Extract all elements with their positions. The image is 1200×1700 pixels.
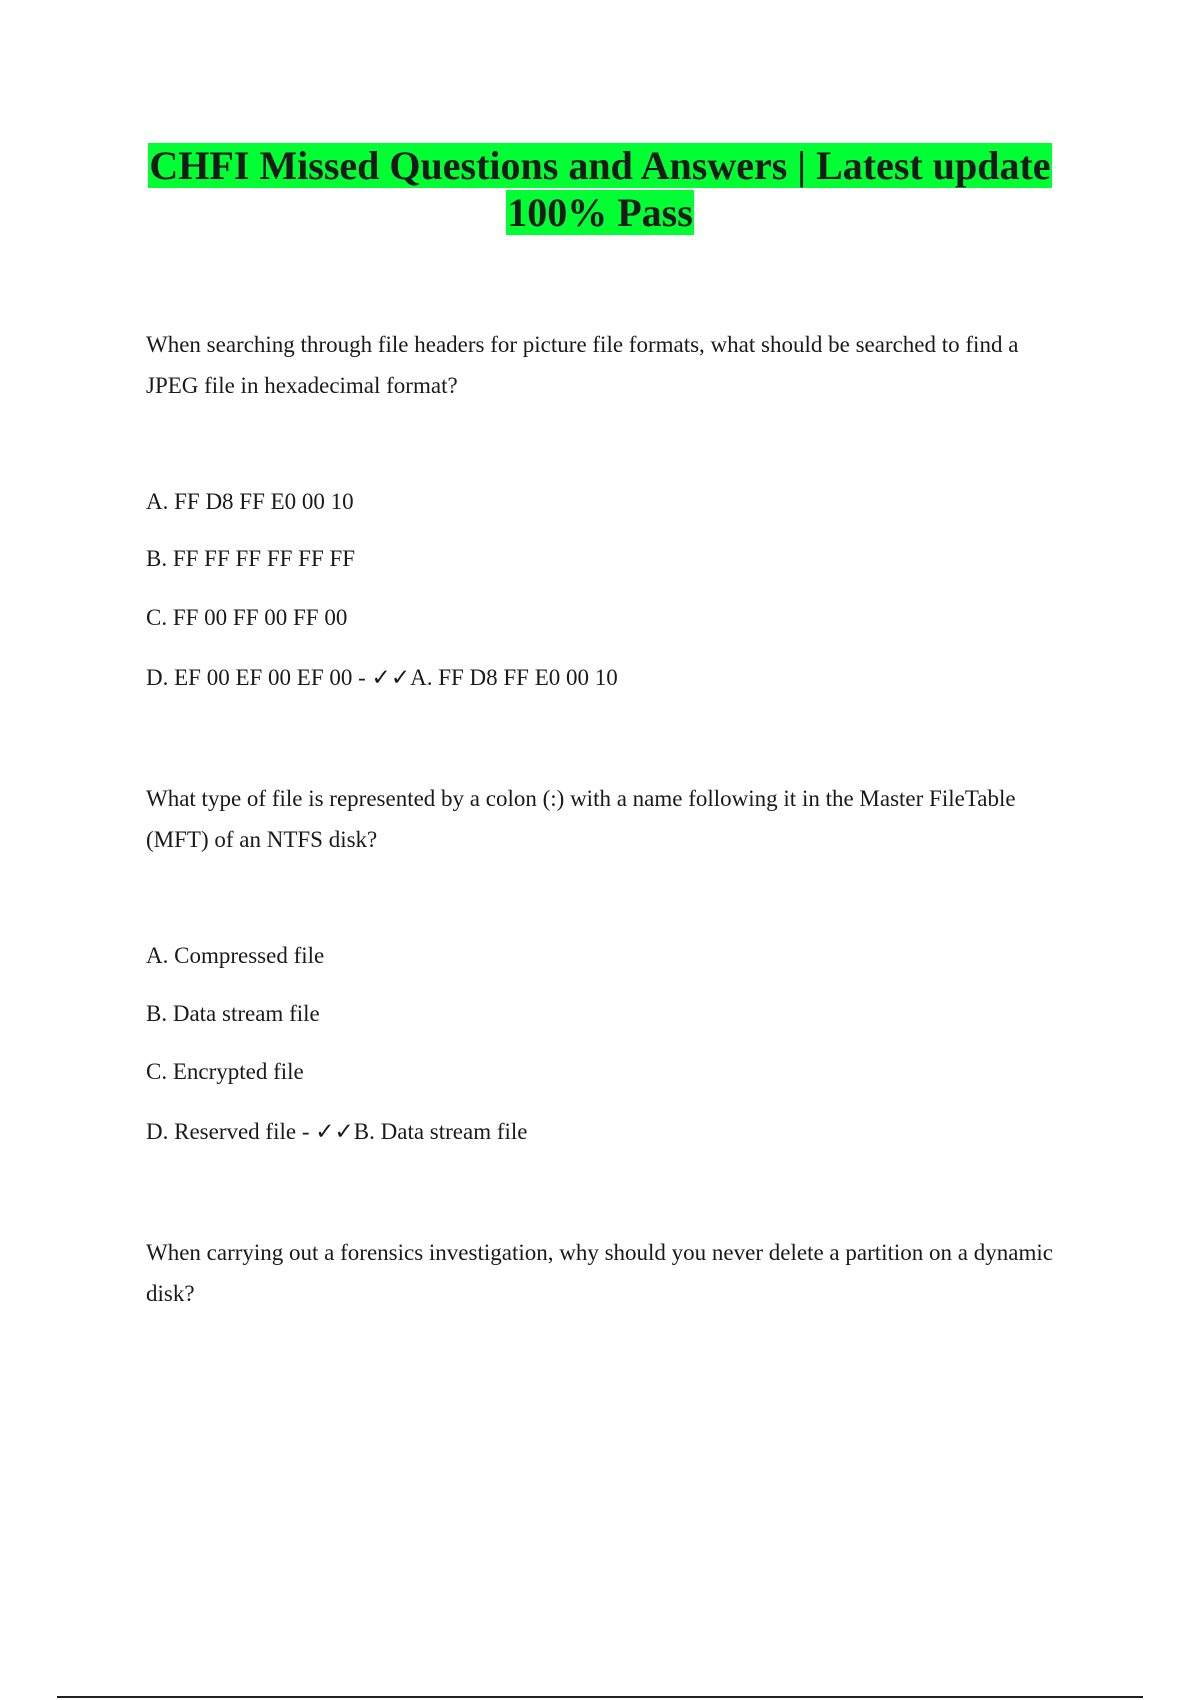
title-line-2: 100% Pass — [507, 190, 693, 235]
question-1-option-c: C. FF 00 FF 00 FF 00 — [146, 605, 348, 630]
document-title — [0, 142, 1200, 236]
title-line-1: CHFI Missed Questions and Answers | Latest update — [149, 143, 1051, 188]
question-1-option-b: B. FF FF FF FF FF FF — [146, 546, 356, 571]
question-1-option-a: A. FF D8 FF E0 00 10 — [146, 489, 354, 514]
question-1-text: When searching through file headers for picture file formats, what should be searched to find a JPEG file in hexadecimal format? — [146, 332, 1019, 398]
question-2-option-c: C. Encrypted file — [146, 1059, 304, 1084]
question-2-text: What type of file is represented by a colon (:) with a name following it in the Master FileTable (MFT) of an NTFS disk? — [146, 786, 1016, 852]
question-2-option-a: A. Compressed file — [146, 943, 325, 968]
question-3-text: When carrying out a forensics investigation, why should you never delete a partition on a dynamic disk? — [146, 1240, 1053, 1306]
question-1-option-d-answer: D. EF 00 EF 00 EF 00 - ✓✓A. FF D8 FF E0 00 10 — [146, 665, 618, 690]
question-2-option-d-answer: D. Reserved file - ✓✓B. Data stream file — [146, 1119, 528, 1144]
footer-divider — [57, 1696, 1143, 1698]
question-2-option-b: B. Data stream file — [146, 1001, 320, 1026]
